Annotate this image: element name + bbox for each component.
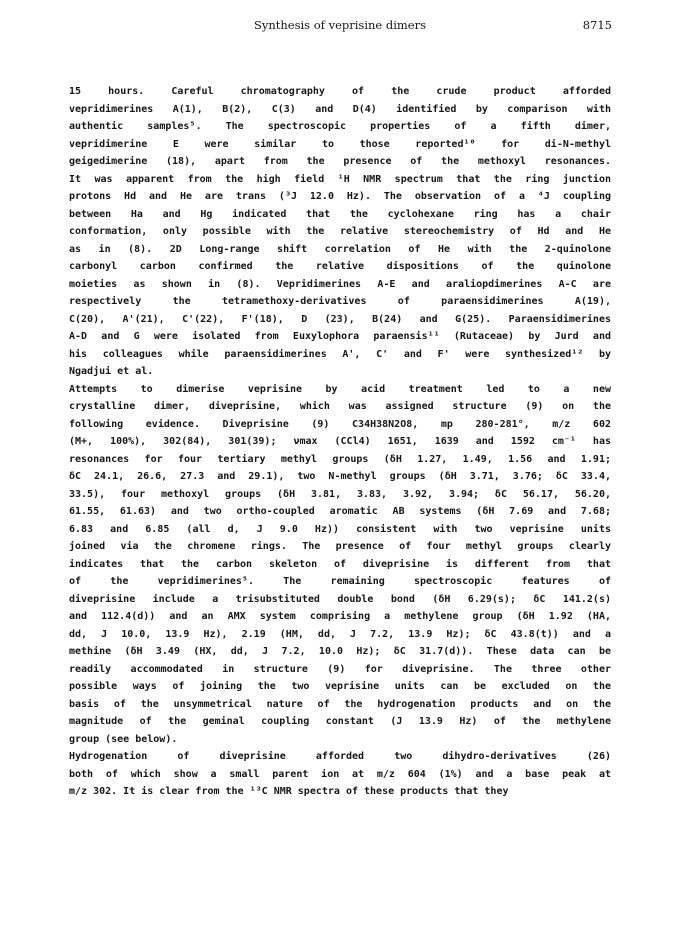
text-line: (M+, 100%), 302(84), 301(39); νmax (CCl4) 1651, 1639 and 1592 cm⁻¹ has bbox=[69, 436, 611, 447]
running-title: Synthesis of veprisine dimers bbox=[253, 18, 427, 32]
text-line: possible ways of joining the two veprisine units can be excluded on the bbox=[69, 681, 611, 692]
running-head bbox=[0, 18, 680, 38]
text-line: methine (δH 3.49 (HX, dd, J 7.2, 10.0 Hz); δC 31.7(d)). These data can be bbox=[69, 646, 611, 657]
text-line: resonances for four tertiary methyl groups (δH 1.27, 1.49, 1.56 and 1.91; bbox=[69, 453, 611, 465]
text-line: 61.55, 61.63) and two ortho-coupled aromatic AB systems (δH 7.69 and 7.68; bbox=[69, 506, 611, 517]
text-line: diveprisine include a trisubstituted double bond (δH 6.29(s); δC 141.2(s) bbox=[69, 593, 611, 605]
text-line: A-D and G were isolated from Euxylophora paraensis¹¹ (Rutaceae) by Jurd and bbox=[69, 331, 611, 342]
text-line: carbonyl carbon confirmed the relative dispositions of the quinolone bbox=[69, 261, 611, 272]
text-line: Ngadjui et al. bbox=[69, 366, 154, 377]
text-line: m/z 302. It is clear from the ¹³C NMR spectra of these products that they bbox=[69, 786, 509, 797]
text-line: δC 24.1, 26.6, 27.3 and 29.1), two N-methyl groups (δH 3.71, 3.76; δC 33.4, bbox=[69, 471, 611, 482]
text-line: his colleagues while paraensidimerines A', C' and F' were synthesized¹² by bbox=[69, 348, 611, 360]
text-line: and 112.4(d)) and an AMX system comprising a methylene group (δH 1.92 (HA, bbox=[69, 611, 611, 622]
text-line: 33.5), four methoxyl groups (δH 3.81, 3.83, 3.92, 3.94; δC 56.17, 56.20, bbox=[69, 488, 611, 500]
text-line: of the vepridimerines⁵. The remaining spectroscopic features of bbox=[69, 576, 611, 587]
text-line: between Ha and Hg indicated that the cyclohexane ring has a chair bbox=[69, 208, 611, 220]
text-line: as in (8). 2D Long-range shift correlation of He with the 2-quinolone bbox=[69, 243, 611, 255]
text-line: authentic samples⁵. The spectroscopic properties of a fifth dimer, bbox=[69, 121, 611, 132]
text-line: dd, J 10.0, 13.9 Hz), 2.19 (HM, dd, J 7.2, 13.9 Hz); δC 43.8(t)) and a bbox=[69, 628, 611, 640]
body-text bbox=[69, 83, 611, 801]
text-line: magnitude of the geminal coupling constant (J 13.9 Hz) of the methylene bbox=[69, 716, 611, 727]
text-line: It was apparent from the high field ¹H NMR spectrum that the ring junction bbox=[69, 173, 611, 185]
text-line: conformation, only possible with the relative stereochemistry of Hd and He bbox=[69, 226, 611, 237]
page-number: 8715 bbox=[582, 18, 612, 32]
text-line: joined via the chromene rings. The presence of four methyl groups clearly bbox=[69, 541, 611, 552]
text-line: readily accommodated in structure (9) for diveprisine. The three other bbox=[69, 663, 611, 675]
text-line: C(20), A'(21), C'(22), F'(18), D (23), B(24) and G(25). Paraensidimerines bbox=[69, 313, 611, 325]
text-line: protons Hd and He are trans (³J 12.0 Hz). The observation of a ⁴J coupling bbox=[69, 191, 611, 202]
text-line: indicates that the carbon skeleton of diveprisine is different from that bbox=[69, 558, 611, 570]
text-line: 15 hours. Careful chromatography of the crude product afforded bbox=[69, 86, 611, 97]
text-line: 6.83 and 6.85 (all d, J 9.0 Hz)) consistent with two veprisine units bbox=[69, 523, 611, 535]
text-line: geigedimerine (18), apart from the presence of the methoxyl resonances. bbox=[69, 156, 611, 167]
text-line: Hydrogenation of diveprisine afforded two dihydro-derivatives (26) bbox=[69, 751, 611, 762]
text-line: crystalline dimer, diveprisine, which was assigned structure (9) on the bbox=[69, 401, 611, 412]
text-line: vepridimerines A(1), B(2), C(3) and D(4) identified by comparison with bbox=[69, 103, 611, 115]
text-line: group (see below). bbox=[69, 733, 178, 745]
text-line: vepridimerine E were similar to those reported¹⁰ for di-N-methyl bbox=[69, 138, 611, 150]
text-line: following evidence. Diveprisine (9) C34H38N2O8, mp 280-281°, m/z 602 bbox=[69, 418, 611, 430]
text-line: basis of the unsymmetrical nature of the hydrogenation products and on the bbox=[69, 698, 611, 710]
text-line: respectively the tetramethoxy-derivatives of paraensidimerines A(19), bbox=[69, 296, 611, 307]
text-line: moieties as shown in (8). Vepridimerines A-E and araliopdimerines A-C are bbox=[69, 278, 611, 290]
text-line: both of which show a small parent ion at m/z 604 (1%) and a base peak at bbox=[69, 768, 611, 780]
text-line: Attempts to dimerise veprisine by acid treatment led to a new bbox=[69, 383, 611, 395]
